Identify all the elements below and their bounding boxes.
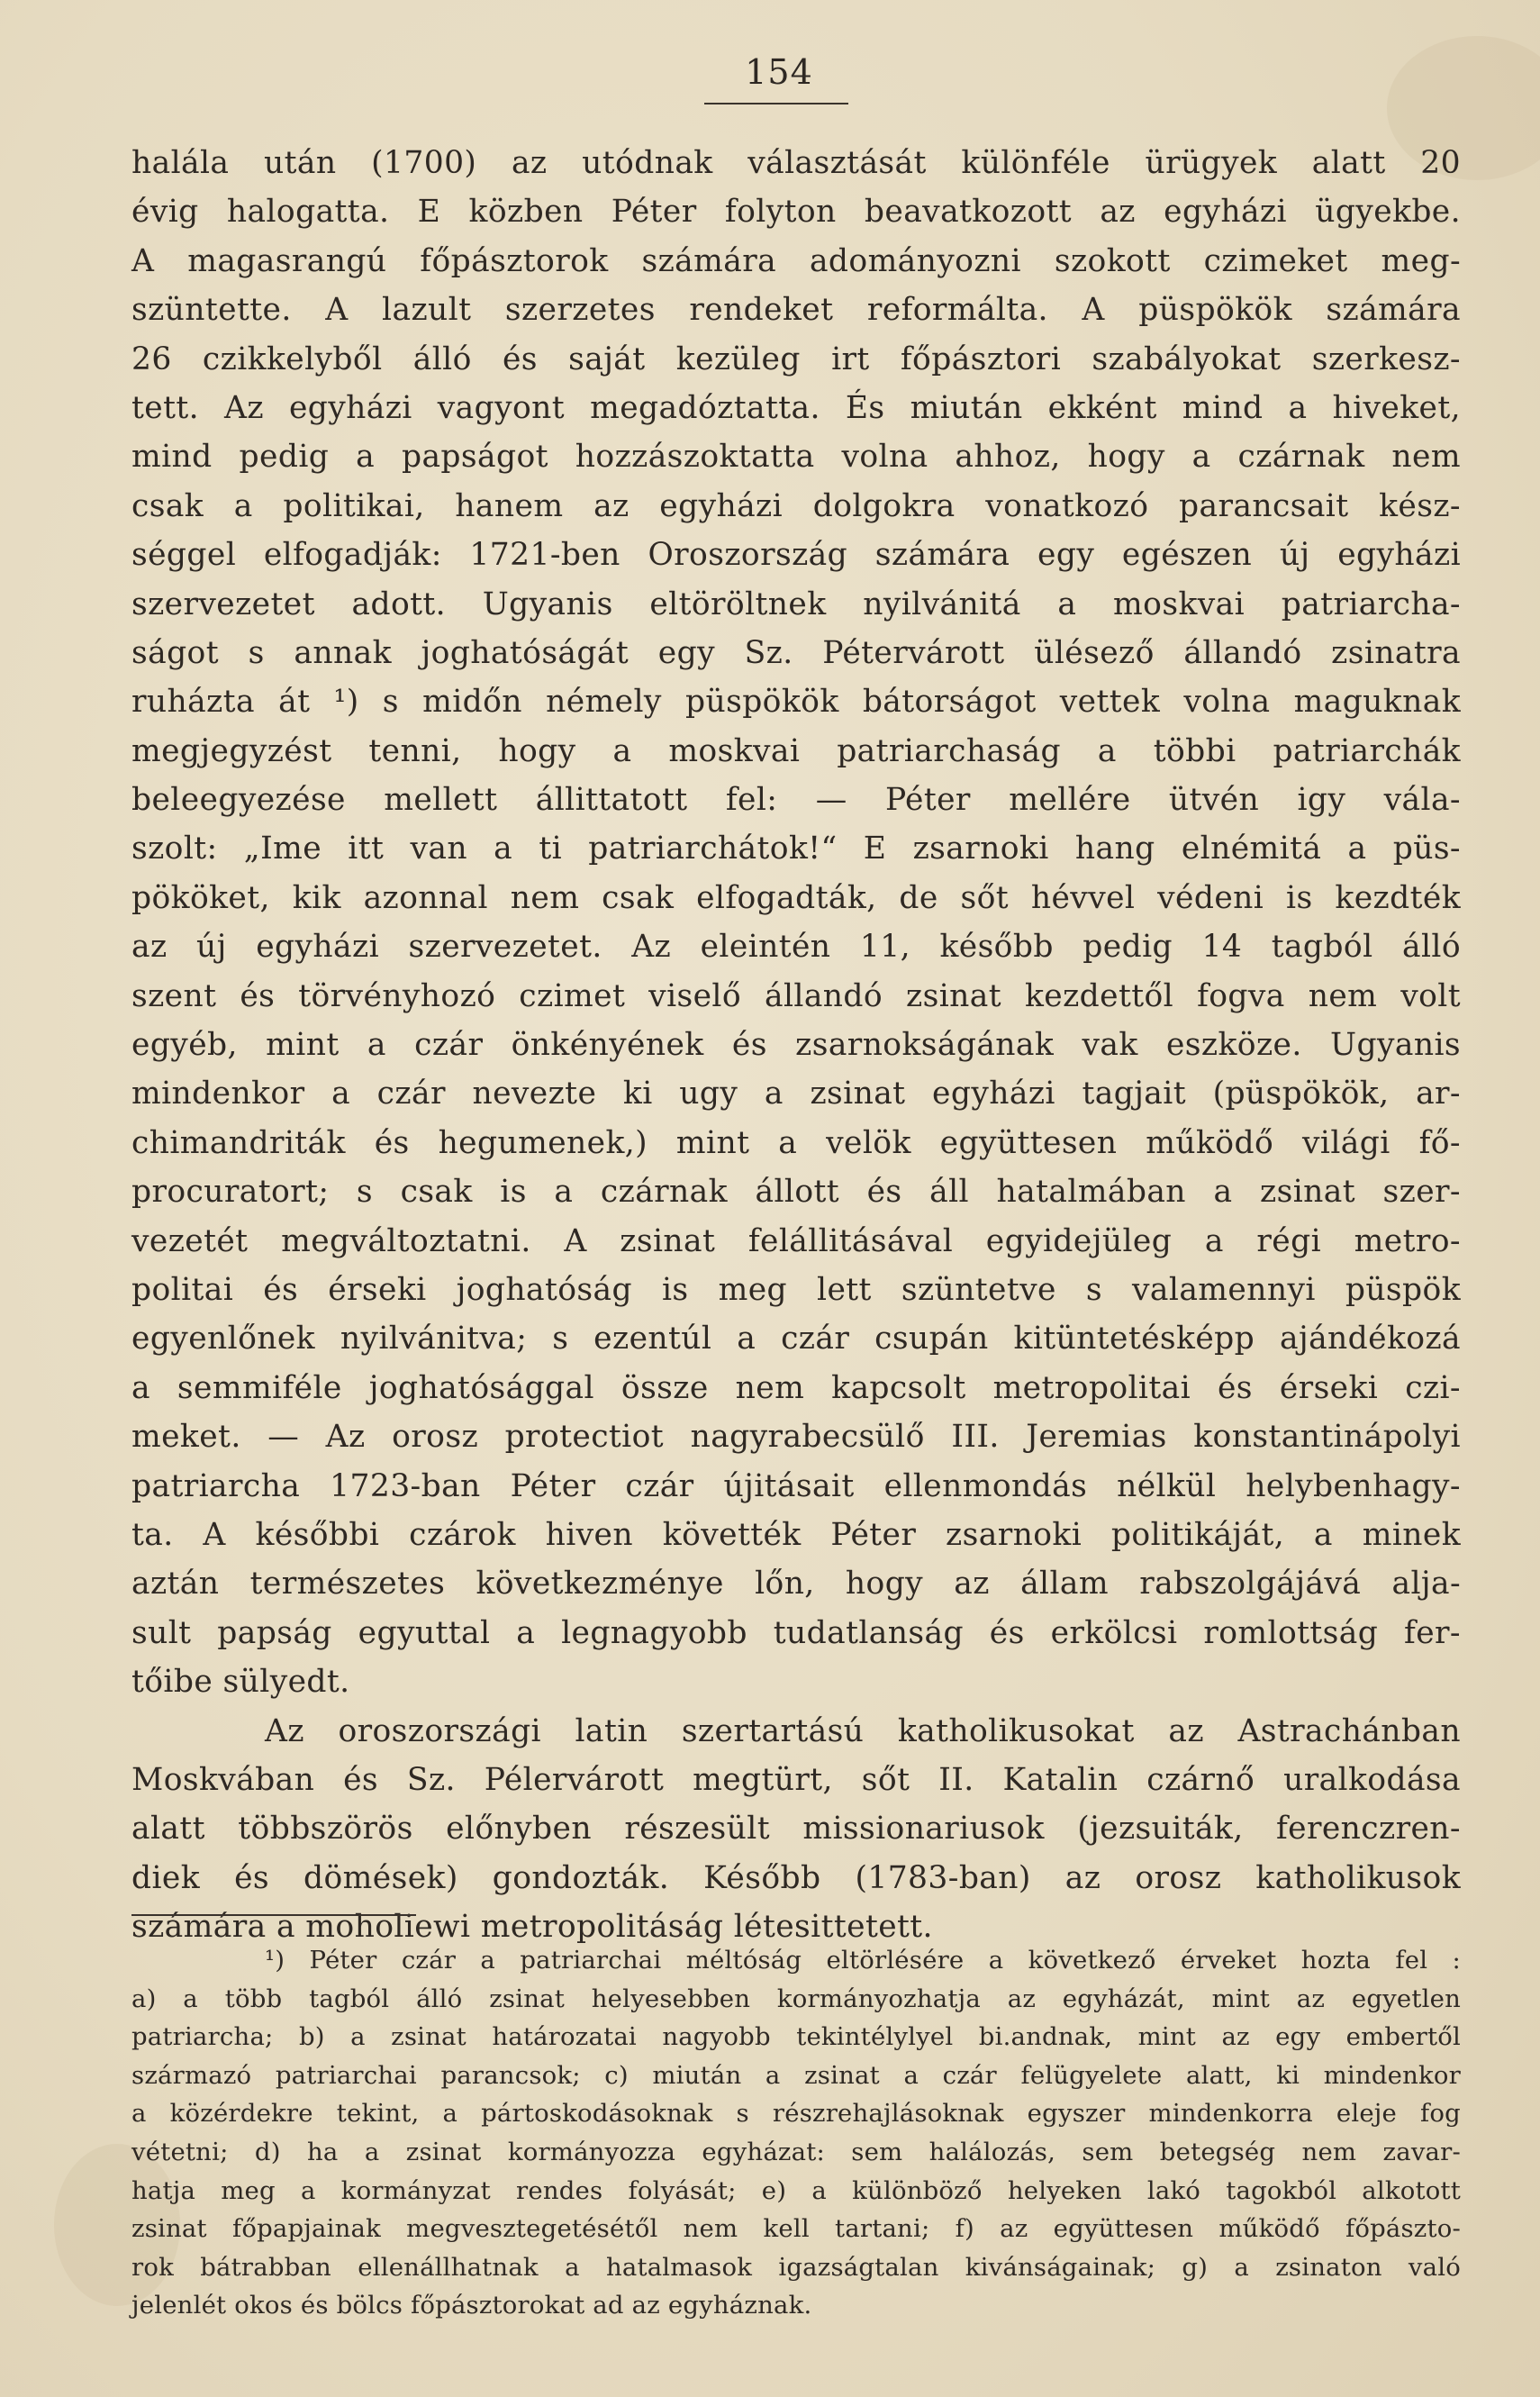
text-line: halála után (1700) az utódnak választását különféle ürügyek alatt 20 xyxy=(131,145,1461,181)
text-line: az új egyházi szervezetet. Az eleintén 11, később pedig 14 tagból álló xyxy=(131,929,1461,966)
text-line: A magasrangú főpásztorok számára adományozni szokott czimeket meg- xyxy=(131,242,1461,279)
text-line: ta. A későbbi czárok hiven követték Péter zsarnoki politikáját, a minek xyxy=(131,1516,1461,1553)
page-number: 154 xyxy=(745,52,813,92)
text-line: szent és törvényhozó czimet viselő állandó zsinat kezdettől fogva nem volt xyxy=(131,977,1461,1014)
footnote-line: a) a több tagból álló zsinat helyesebben kormányozhatja az egyházát, mint az egyetlen xyxy=(131,1984,1461,2013)
footnote-line: a közérdekre tekint, a pártoskodásoknak s részrehajlásoknak egyszer mindenkorra eleje fog xyxy=(131,2099,1461,2129)
text-line: egyéb, mint a czár önkényének és zsarnokságának vak eszköze. Ugyanis xyxy=(131,1027,1461,1064)
footnote-line: zsinat főpapjainak megvesztegetésétől nem kell tartani; f) az együttesen működő főpászto- xyxy=(131,2214,1461,2244)
text-line: 26 czikkelyből álló és saját kezüleg irt főpásztori szabályokat szerkesz- xyxy=(131,340,1461,377)
text-line: egyenlőnek nyilvánitva; s ezentúl a czár csupán kitüntetésképp ajándékozá xyxy=(131,1321,1461,1357)
text-line: patriarcha 1723-ban Péter czár újitásait ellenmondás nélkül helybenhagy- xyxy=(131,1467,1461,1504)
text-line: vezetét megváltoztatni. A zsinat felállitásával egyidejüleg a régi metro- xyxy=(131,1222,1461,1259)
text-line: mind pedig a papságot hozzászoktatta volna ahhoz, hogy a czárnak nem xyxy=(131,439,1461,476)
text-line: ságot s annak joghatóságát egy Sz. Pétervárott ülésező állandó zsinatra xyxy=(131,634,1461,671)
text-line: évig halogatta. E közben Péter folyton beavatkozott az egyházi ügyekbe. xyxy=(131,194,1461,231)
footnote-line: hatja meg a kormányzat rendes folyását; e) a különböző helyeken lakó tagokból alkotott xyxy=(131,2175,1461,2205)
footnote-line: rok bátrabban ellenállhatnak a hatalmasok igazságtalan kivánságainak; g) a zsinaton való xyxy=(131,2252,1461,2282)
footnote-line: ¹) Péter czár a patriarchai méltóság eltörlésére a következő érveket hozta fel : xyxy=(265,1946,1461,1975)
text-line: mindenkor a czár nevezte ki ugy a zsinat egyházi tagjait (püspökök, ar- xyxy=(131,1076,1461,1112)
text-line: politai és érseki joghatóság is meg lett szüntetve s valamennyi püspök xyxy=(131,1271,1461,1308)
main-text xyxy=(131,139,1461,1951)
text-line: sult papság egyuttal a legnagyobb tudatlanság és erkölcsi romlottság fer- xyxy=(131,1614,1461,1651)
footnote xyxy=(131,1941,1461,2325)
text-line: tőibe sülyedt. xyxy=(131,1664,350,1701)
text-line: szüntette. A lazult szerzetes rendeket reformálta. A püspökök számára xyxy=(131,292,1461,329)
text-line: meket. — Az orosz protectiot nagyrabecsülő III. Jeremias konstantinápolyi xyxy=(131,1419,1461,1456)
text-line: tett. Az egyházi vagyont megadóztatta. És miután ekként mind a hiveket, xyxy=(131,389,1461,426)
text-line: szolt: „Ime itt van a ti patriarchátok!“ E zsarnoki hang elnémitá a püs- xyxy=(131,831,1461,867)
footnote-line: patriarcha; b) a zsinat határozatai nagyobb tekintélylyel bi.andnak, mint az egy embertől xyxy=(131,2022,1461,2052)
text-line: procuratort; s csak is a czárnak állott és áll hatalmában a zsinat szer- xyxy=(131,1174,1461,1211)
text-line: chimandriták és hegumenek,) mint a velök együttesen működő világi fő- xyxy=(131,1124,1461,1161)
text-line: ruházta át ¹) s midőn némely püspökök bátorságot vettek volna maguknak xyxy=(131,684,1461,721)
text-line: csak a politikai, hanem az egyházi dolgokra vonatkozó parancsait kész- xyxy=(131,487,1461,524)
text-line: számára a moholiewi metropolitáság létesittetett. xyxy=(131,1909,933,1946)
text-line: alatt többszörös előnyben részesült missionariusok (jezsuiták, ferenczren- xyxy=(131,1811,1461,1848)
text-line: beleegyezése mellett állittatott fel: — Péter mellére ütvén igy vála- xyxy=(131,782,1461,819)
footnote-line: származó patriarchai parancsok; c) miután a zsinat a czár felügyelete alatt, ki mindenkor xyxy=(131,2060,1461,2090)
footnote-line: vétetni; d) ha a zsinat kormányozza egyházat: sem halálozás, sem betegség nem zavar- xyxy=(131,2137,1461,2166)
text-line: megjegyzést tenni, hogy a moskvai patriarchaság a többi patriarchák xyxy=(131,732,1461,769)
footnote-line: jelenlét okos és bölcs főpásztorokat ad az egyháznak. xyxy=(131,2291,812,2320)
text-line: aztán természetes következménye lőn, hogy az állam rabszolgájává alja- xyxy=(131,1566,1461,1603)
text-line: Moskvában és Sz. Pélervárott megtürt, sőt II. Katalin czárnő uralkodása xyxy=(131,1761,1461,1798)
text-line: szervezetet adott. Ugyanis eltöröltnek nyilvánitá a moskvai patriarcha- xyxy=(131,586,1461,622)
text-line: séggel elfogadják: 1721-ben Oroszország számára egy egészen új egyházi xyxy=(131,537,1461,574)
footnote-rule xyxy=(131,1914,416,1916)
text-line: a semmiféle joghatósággal össze nem kapcsolt metropolitai és érseki czi- xyxy=(131,1369,1461,1406)
text-line: pököket, kik azonnal nem csak elfogadták, de sőt hévvel védeni is kezdték xyxy=(131,879,1461,916)
text-line: diek és dömések) gondozták. Később (1783-ban) az orosz katholikusok xyxy=(131,1859,1461,1896)
header-rule xyxy=(704,103,848,104)
text-line: Az oroszországi latin szertartású katholikusokat az Astrachánban xyxy=(265,1712,1461,1749)
